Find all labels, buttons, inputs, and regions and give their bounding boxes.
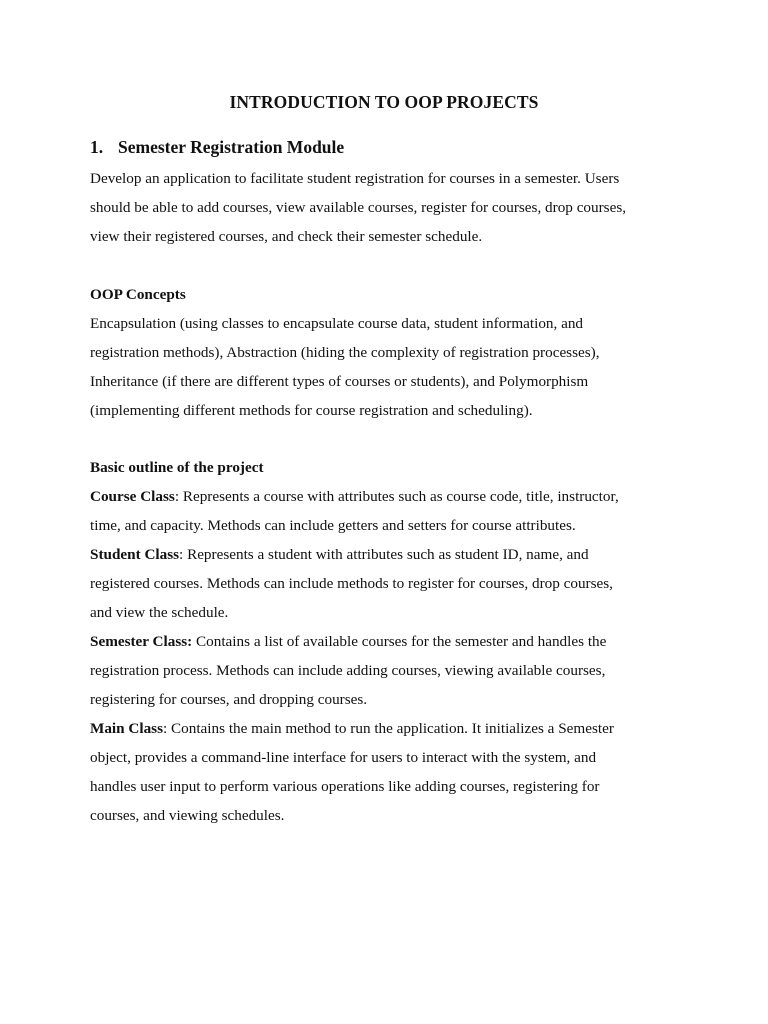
section-title: Semester Registration Module bbox=[118, 137, 345, 157]
intro-line: should be able to add courses, view available courses, register for courses, drop courses, bbox=[90, 199, 627, 216]
semester-class-text: Contains a list of available courses for the semester and handles the bbox=[192, 633, 607, 650]
main-class-line: object, provides a command-line interface for users to interact with the system, and bbox=[90, 749, 597, 766]
section-number: 1. bbox=[90, 137, 104, 157]
course-class-label: Course Class bbox=[90, 488, 175, 505]
course-class-line bbox=[90, 482, 690, 511]
semester-class-line: registering for courses, and dropping courses. bbox=[90, 691, 368, 708]
course-class-text: : Represents a course with attributes such as course code, title, instructor, bbox=[174, 488, 619, 505]
student-class-label: Student Class bbox=[90, 546, 180, 563]
oop-concepts-line: Encapsulation (using classes to encapsulate course data, student information, and bbox=[90, 315, 584, 332]
outline-section bbox=[90, 453, 690, 830]
semester-class-line bbox=[90, 627, 690, 656]
main-class-label: Main Class bbox=[90, 720, 163, 737]
main-class-line bbox=[90, 714, 690, 743]
student-class-line bbox=[90, 540, 690, 569]
oop-concepts-heading: OOP Concepts bbox=[90, 286, 186, 303]
intro-line: Develop an application to facilitate student registration for courses in a semester. Users bbox=[90, 170, 620, 187]
student-class-line: and view the schedule. bbox=[90, 604, 229, 621]
outline-heading: Basic outline of the project bbox=[90, 459, 264, 476]
intro-paragraph bbox=[90, 164, 690, 251]
course-class-line: time, and capacity. Methods can include getters and setters for course attributes. bbox=[90, 517, 576, 534]
student-class-text: : Represents a student with attributes such as student ID, name, and bbox=[179, 546, 589, 563]
semester-class-line: registration process. Methods can include adding courses, viewing available courses, bbox=[90, 662, 606, 679]
section-heading bbox=[90, 137, 344, 158]
document-title: INTRODUCTION TO OOP PROJECTS bbox=[229, 92, 539, 112]
oop-concepts-line: (implementing different methods for course registration and scheduling). bbox=[90, 402, 533, 419]
oop-concepts-line: Inheritance (if there are different types of courses or students), and Polymorphism bbox=[90, 373, 589, 390]
intro-line: view their registered courses, and check their semester schedule. bbox=[90, 228, 483, 245]
student-class-line: registered courses. Methods can include methods to register for courses, drop courses, bbox=[90, 575, 613, 592]
oop-concepts-line: registration methods), Abstraction (hiding the complexity of registration processes), bbox=[90, 344, 600, 361]
main-class-text: : Contains the main method to run the application. It initializes a Semester bbox=[163, 720, 614, 737]
main-class-line: handles user input to perform various operations like adding courses, registering for bbox=[90, 778, 600, 795]
oop-concepts-section bbox=[90, 280, 690, 425]
main-class-line: courses, and viewing schedules. bbox=[90, 807, 285, 824]
semester-class-label: Semester Class: bbox=[90, 633, 193, 650]
